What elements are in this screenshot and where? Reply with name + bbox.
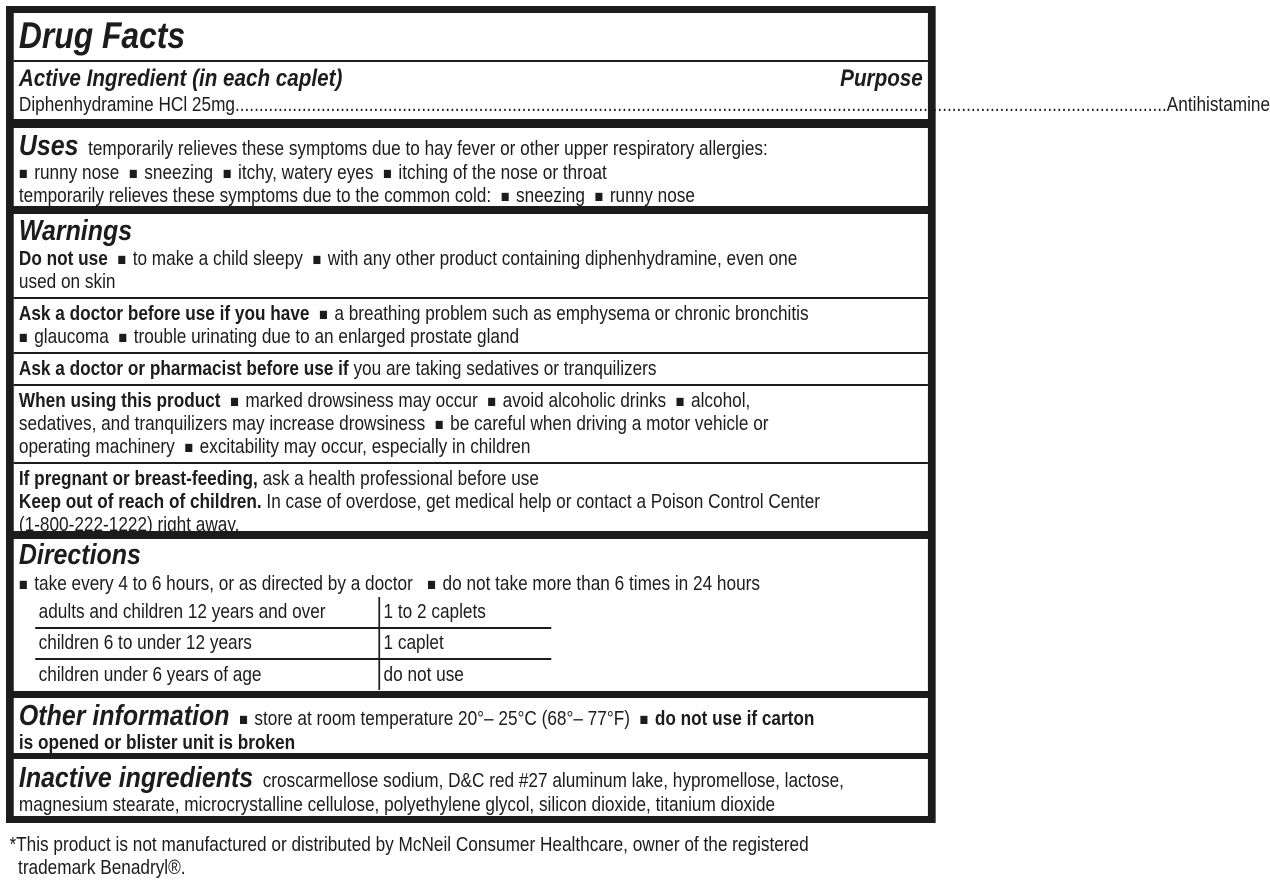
warning-item: glaucoma bbox=[34, 326, 109, 348]
other-information-section bbox=[14, 698, 928, 753]
bullet-icon: ■ bbox=[594, 187, 604, 206]
warning-item: be careful when driving a motor vehicle or bbox=[450, 413, 769, 435]
bullet-icon: ■ bbox=[239, 710, 248, 729]
warning-item: trouble urinating due to an enlarged prostate gland bbox=[133, 326, 520, 348]
age-group: adults and children 12 years and over bbox=[35, 597, 379, 628]
uses-text: temporarily relieves these symptoms due to the common cold: bbox=[18, 185, 492, 207]
bullet-icon: ■ bbox=[18, 575, 28, 594]
warning-label: Ask a doctor before use if you have bbox=[18, 303, 310, 325]
warnings-section bbox=[14, 214, 928, 536]
warning-text: ask a health professional before use bbox=[262, 468, 539, 490]
bullet-icon: ■ bbox=[117, 250, 127, 269]
warning-item: sedatives, and tranquilizers may increase drowsiness bbox=[18, 413, 426, 435]
bullet-icon: ■ bbox=[434, 415, 444, 434]
bullet-icon: ■ bbox=[222, 164, 232, 183]
warning-item: operating machinery bbox=[18, 436, 175, 458]
divider bbox=[14, 384, 928, 386]
age-group: children 6 to under 12 years bbox=[35, 628, 379, 659]
bullet-icon: ■ bbox=[383, 164, 392, 183]
warning-item: alcohol, bbox=[691, 390, 751, 412]
label-title: Drug Facts bbox=[18, 15, 186, 56]
bullet-icon: ■ bbox=[312, 250, 322, 269]
inactive-ingredients-section bbox=[14, 759, 928, 816]
info-item: store at room temperature 20°– 25°C (68°– 77°F) bbox=[254, 708, 630, 730]
warning-label: Do not use bbox=[18, 248, 108, 270]
dosage-table bbox=[35, 597, 551, 690]
bullet-icon: ■ bbox=[639, 710, 649, 729]
dose: 1 caplet bbox=[379, 628, 551, 659]
warning-item: with any other product containing diphenhydramine, even one bbox=[327, 248, 798, 270]
use-item: runny nose bbox=[609, 185, 695, 207]
bullet-icon: ■ bbox=[128, 164, 138, 183]
active-ingredient-heading: Active Ingredient (in each caplet) bbox=[18, 65, 343, 92]
divider bbox=[14, 60, 928, 62]
uses-heading: Uses bbox=[18, 130, 79, 162]
directions-heading: Directions bbox=[18, 539, 141, 571]
footnote bbox=[6, 834, 936, 880]
ingredient-name: Diphenhydramine HCl 25mg bbox=[18, 94, 235, 116]
uses-list bbox=[19, 162, 923, 185]
warning-text: (1-800-222-1222) right away. bbox=[18, 514, 240, 536]
warning-text: In case of overdose, get medical help or contact a Poison Control Center bbox=[266, 491, 821, 513]
warning-item: a breathing problem such as emphysema or chronic bronchitis bbox=[334, 303, 809, 325]
dose: 1 to 2 caplets bbox=[379, 597, 551, 628]
warning-label: Ask a doctor or pharmacist before use if bbox=[18, 358, 349, 380]
inactive-text: croscarmellose sodium, D&C red #27 aluminum lake, hypromellose, lactose, bbox=[262, 770, 844, 792]
directions-section bbox=[14, 539, 928, 691]
use-item: runny nose bbox=[34, 162, 120, 184]
bullet-icon: ■ bbox=[487, 392, 497, 411]
warning-text: you are taking sedatives or tranquilizers bbox=[353, 358, 657, 380]
bullet-icon: ■ bbox=[118, 328, 128, 347]
active-ingredient-section bbox=[14, 13, 1270, 119]
info-item: is opened or blister unit is broken bbox=[18, 732, 296, 754]
bullet-icon: ■ bbox=[319, 305, 328, 324]
footnote-line: *This product is not manufactured or distributed by McNeil Consumer Healthcare, owner of the registered bbox=[9, 834, 809, 856]
use-item: itchy, watery eyes bbox=[238, 162, 374, 184]
table-row bbox=[35, 597, 551, 628]
table-row bbox=[35, 659, 551, 690]
divider bbox=[14, 297, 928, 299]
warnings-heading: Warnings bbox=[18, 215, 133, 247]
bullet-icon: ■ bbox=[500, 187, 510, 206]
bullet-icon: ■ bbox=[675, 392, 685, 411]
inactive-ingredients-heading: Inactive ingredients bbox=[18, 762, 254, 794]
bullet-icon: ■ bbox=[18, 164, 28, 183]
divider bbox=[14, 462, 928, 464]
uses-section bbox=[14, 128, 928, 206]
drug-facts-label bbox=[6, 6, 1270, 823]
warning-item: avoid alcoholic drinks bbox=[502, 390, 667, 412]
age-group: children under 6 years of age bbox=[35, 659, 379, 690]
inactive-text: magnesium stearate, microcrystalline cellulose, polyethylene glycol, silicon dioxide, titanium dioxide bbox=[18, 794, 776, 816]
bullet-icon: ■ bbox=[18, 328, 28, 347]
bullet-icon: ■ bbox=[184, 438, 194, 457]
info-item: do not use if carton bbox=[654, 708, 815, 730]
direction-item: do not take more than 6 times in 24 hours bbox=[442, 573, 760, 595]
footnote-line: trademark Benadryl®. bbox=[18, 857, 186, 879]
warning-item: to make a child sleepy bbox=[132, 248, 303, 270]
dot-leader: ................................................................................................................................................................................................... bbox=[234, 94, 1167, 116]
use-item: sneezing bbox=[144, 162, 214, 184]
warning-text: used on skin bbox=[18, 271, 116, 293]
purpose-heading: Purpose bbox=[840, 65, 923, 92]
use-item: itching of the nose or throat bbox=[398, 162, 607, 184]
warning-label: When using this product bbox=[18, 390, 221, 412]
divider bbox=[14, 352, 928, 354]
direction-item: take every 4 to 6 hours, or as directed by a doctor bbox=[34, 573, 413, 595]
bullet-icon: ■ bbox=[230, 392, 239, 411]
ingredient-purpose: Antihistamine bbox=[1166, 94, 1270, 116]
other-information-heading: Other information bbox=[18, 700, 230, 732]
table-row bbox=[35, 628, 551, 659]
uses-text: temporarily relieves these symptoms due to hay fever or other upper respiratory allergies: bbox=[88, 138, 768, 160]
warning-label: Keep out of reach of children. bbox=[18, 491, 262, 513]
dose: do not use bbox=[383, 663, 464, 686]
bullet-icon: ■ bbox=[427, 575, 437, 594]
warning-item: marked drowsiness may occur bbox=[245, 390, 478, 412]
warning-item: excitability may occur, especially in children bbox=[199, 436, 531, 458]
warning-label: If pregnant or breast-feeding, bbox=[18, 468, 258, 490]
use-item: sneezing bbox=[516, 185, 585, 207]
